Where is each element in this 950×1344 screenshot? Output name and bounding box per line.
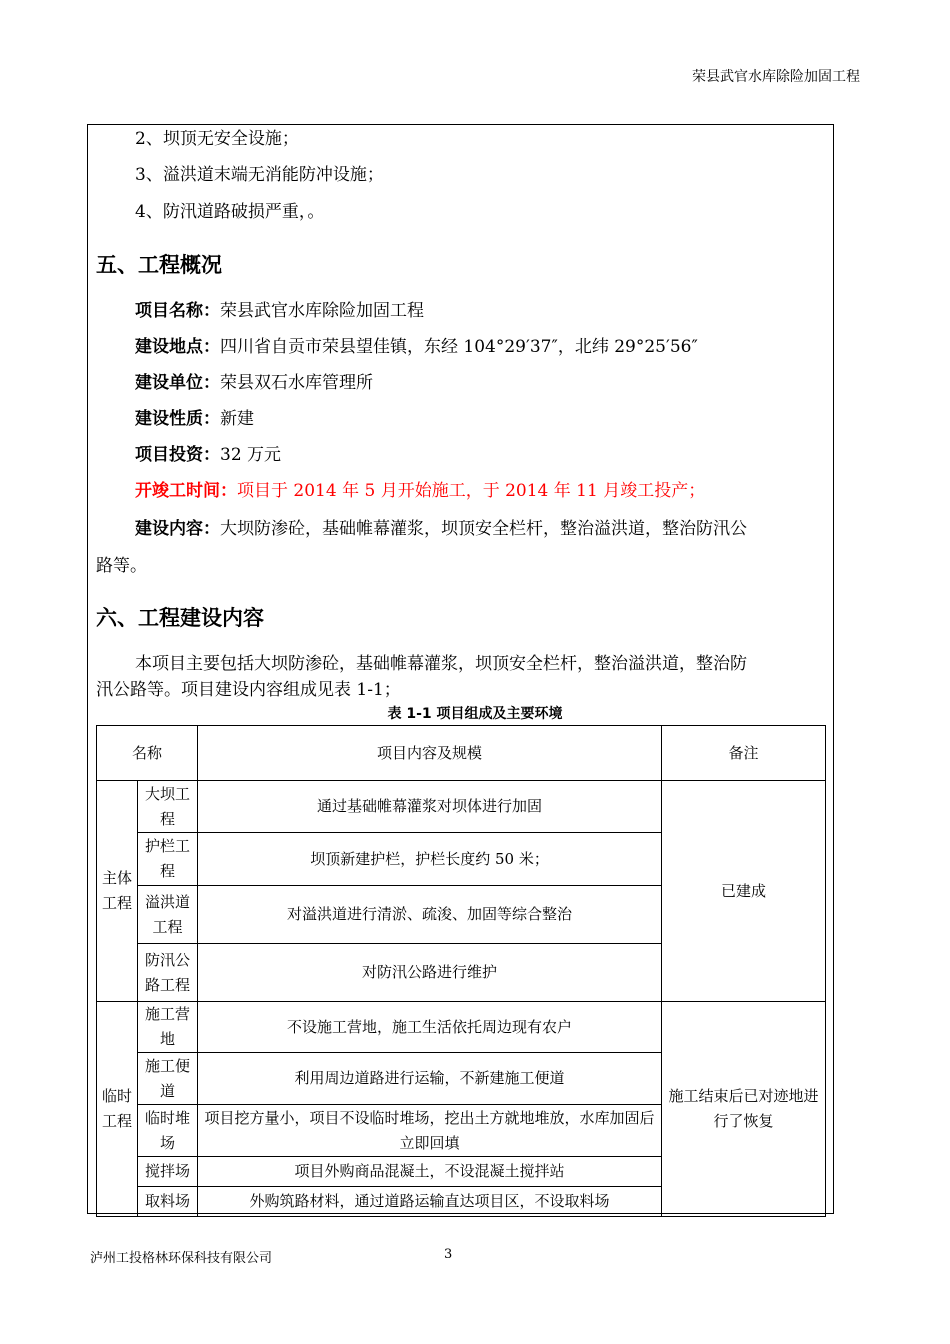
content-cell: 外购筑路材料，通过道路运输直达项目区，不设取料场	[198, 1187, 662, 1217]
header-cell-content: 项目内容及规模	[198, 726, 662, 781]
info-label: 建设单位：	[135, 373, 220, 393]
table-caption: 表 1-1 项目组成及主要环境	[387, 706, 563, 722]
content-cell: 对溢洪道进行清淤、疏浚、加固等综合整治	[198, 886, 662, 944]
construction-paragraph-line2: 汛公路等。项目建设内容组成见表 1-1；	[96, 680, 401, 700]
info-label: 项目名称：	[135, 301, 220, 321]
info-location	[135, 336, 698, 358]
content-cell: 不设施工营地，施工生活依托周边现有农户	[198, 1002, 662, 1053]
content-cell: 利用周边道路进行运输，不新建施工便道	[198, 1053, 662, 1105]
content-cell: 项目外购商品混凝土，不设混凝土搅拌站	[198, 1157, 662, 1187]
content-cell: 坝顶新建护栏，护栏长度约 50 米；	[198, 833, 662, 886]
info-label: 建设地点：	[135, 337, 220, 357]
sub-item-cell: 溢洪道工程	[138, 886, 198, 944]
info-value: 四川省自贡市荣县望佳镇，东经 104°29′37″，北纬 29°25′56″	[220, 337, 698, 357]
info-value: 32 万元	[220, 445, 282, 465]
info-label: 项目投资：	[135, 445, 220, 465]
info-investment	[135, 444, 281, 466]
info-schedule	[135, 480, 705, 502]
info-builder	[135, 372, 373, 394]
running-header: 荣县武官水库除险加固工程	[692, 69, 860, 85]
page-number: 3	[444, 1247, 453, 1262]
info-label: 开竣工时间：	[135, 481, 237, 501]
project-composition-table	[96, 725, 826, 1217]
info-value: 荣县双石水库管理所	[220, 373, 373, 393]
content-cell: 项目挖方量小，项目不设临时堆场，挖出土方就地堆放，水库加固后立即回填	[198, 1105, 662, 1157]
sub-item-cell: 大坝工程	[138, 781, 198, 833]
info-value: 新建	[220, 409, 254, 429]
content-cell: 对防汛公路进行维护	[198, 944, 662, 1002]
info-label: 建设性质：	[135, 409, 220, 429]
table-header-row	[97, 726, 826, 781]
content-cell: 通过基础帷幕灌浆对坝体进行加固	[198, 781, 662, 833]
remark-cell: 已建成	[662, 781, 826, 1002]
group-name-cell: 主体工程	[97, 781, 138, 1002]
sub-item-cell: 施工营地	[138, 1002, 198, 1053]
problem-item: 3、溢洪道末端无消能防冲设施；	[135, 165, 384, 185]
group-name-cell: 临时工程	[97, 1002, 138, 1217]
table-row	[97, 1002, 826, 1053]
footer-company: 泸州工投格林环保科技有限公司	[90, 1251, 273, 1266]
info-value: 荣县武官水库除险加固工程	[220, 301, 424, 321]
remark-cell: 施工结束后已对迹地进行了恢复	[662, 1002, 826, 1217]
info-nature	[135, 408, 254, 430]
sub-item-cell: 搅拌场	[138, 1157, 198, 1187]
header-cell-remark: 备注	[662, 726, 826, 781]
info-value: 大坝防渗砼，基础帷幕灌浆，坝顶安全栏杆，整治溢洪道，整治防汛公	[220, 519, 747, 539]
info-content-continued: 路等。	[96, 556, 147, 576]
info-project-name	[135, 300, 424, 322]
sub-item-cell: 取料场	[138, 1187, 198, 1217]
sub-item-cell: 临时堆场	[138, 1105, 198, 1157]
section-heading-overview: 五、工程概况	[96, 253, 222, 277]
construction-paragraph-line1: 本项目主要包括大坝防渗砼，基础帷幕灌浆，坝顶安全栏杆，整治溢洪道，整治防	[135, 654, 747, 674]
info-label: 建设内容：	[135, 519, 220, 539]
table-row	[97, 781, 826, 833]
header-cell-name: 名称	[97, 726, 198, 781]
problem-item: 2、坝顶无安全设施；	[135, 129, 299, 149]
info-content	[135, 518, 747, 540]
problem-item: 4、防汛道路破损严重，。	[135, 202, 325, 222]
section-heading-construction: 六、工程建设内容	[96, 606, 264, 630]
sub-item-cell: 施工便道	[138, 1053, 198, 1105]
sub-item-cell: 护栏工程	[138, 833, 198, 886]
info-value: 项目于 2014 年 5 月开始施工，于 2014 年 11 月竣工投产；	[237, 481, 706, 501]
sub-item-cell: 防汛公路工程	[138, 944, 198, 1002]
